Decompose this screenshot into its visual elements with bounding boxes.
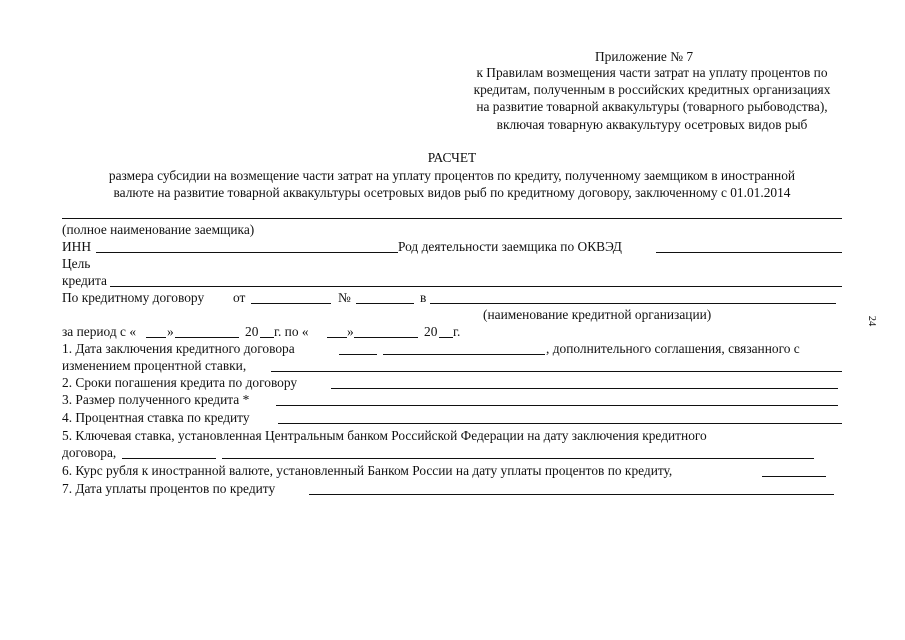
- okved-field[interactable]: [656, 252, 842, 253]
- appendix-number: Приложение № 7: [595, 49, 694, 64]
- inn-field[interactable]: [96, 252, 398, 253]
- document-subtitle: валюте на развитие товарной аквакультуры осетровых видов рыб по кредитному договору, заключенному с 01.01.2014: [113, 185, 791, 200]
- item-1-rate-field[interactable]: [271, 371, 842, 372]
- appendix-line: к Правилам возмещения части затрат на уплату процентов по: [476, 65, 828, 80]
- period-end-label: г. по «: [274, 324, 309, 339]
- credit-label: кредита: [62, 273, 107, 288]
- period-start-year-prefix: 20: [245, 324, 259, 339]
- period-end-year-field[interactable]: [439, 337, 453, 338]
- item-2-field[interactable]: [331, 388, 838, 389]
- appendix-line: на развитие товарной аквакультуры (товарного рыбоводства),: [476, 99, 828, 114]
- item-1-label: 1. Дата заключения кредитного договора: [62, 341, 295, 356]
- item-3-field[interactable]: [276, 405, 838, 406]
- item-5-field-a[interactable]: [122, 458, 216, 459]
- appendix-line: включая товарную аквакультуру осетровых видов рыб: [496, 117, 808, 132]
- inn-label: ИНН: [62, 239, 92, 254]
- period-end-month-field[interactable]: [354, 337, 418, 338]
- bank-name-field[interactable]: [430, 303, 836, 304]
- appendix-line: кредитам, полученным в российских кредитных организациях: [473, 82, 831, 97]
- item-1-date-field-b[interactable]: [383, 354, 545, 355]
- period-start-month-field[interactable]: [175, 337, 239, 338]
- document-title: РАСЧЕТ: [427, 150, 477, 165]
- item-1-label-rate: изменением процентной ставки,: [62, 358, 247, 373]
- agreement-date-field[interactable]: [251, 303, 331, 304]
- period-end-year-prefix: 20: [424, 324, 438, 339]
- period-quote-close: »: [347, 324, 354, 339]
- purpose-label: Цель: [62, 256, 91, 271]
- credit-purpose-field[interactable]: [110, 286, 842, 287]
- item-3-label: 3. Размер полученного кредита *: [62, 392, 250, 407]
- period-quote-close: »: [167, 324, 174, 339]
- bank-name-caption: (наименование кредитной организации): [483, 307, 712, 322]
- agreement-bank-label: в: [420, 290, 427, 305]
- item-4-field[interactable]: [278, 423, 842, 424]
- item-6-label: 6. Курс рубля к иностранной валюте, установленный Банком России на дату уплаты процентов по кредиту,: [62, 463, 673, 478]
- item-5-label: 5. Ключевая ставка, установленная Центральным банком Российской Федерации на дату заключения кредитного: [62, 428, 707, 443]
- period-start-year-field[interactable]: [260, 337, 274, 338]
- period-end-day-field[interactable]: [327, 337, 347, 338]
- period-start-day-field[interactable]: [146, 337, 166, 338]
- item-5-label-cont: договора,: [62, 445, 117, 460]
- borrower-name-line[interactable]: [62, 218, 842, 219]
- item-4-label: 4. Процентная ставка по кредиту: [62, 410, 250, 425]
- item-1-date-field-a[interactable]: [339, 354, 377, 355]
- agreement-number-field[interactable]: [356, 303, 414, 304]
- item-6-field[interactable]: [762, 476, 826, 477]
- period-year-suffix: г.: [453, 324, 461, 339]
- period-start-label: за период с «: [62, 324, 137, 339]
- agreement-from-label: от: [233, 290, 246, 305]
- item-5-field-b[interactable]: [222, 458, 814, 459]
- item-2-label: 2. Сроки погашения кредита по договору: [62, 375, 298, 390]
- item-7-field[interactable]: [309, 494, 834, 495]
- page-number: 24: [866, 315, 877, 327]
- item-7-label: 7. Дата уплаты процентов по кредиту: [62, 481, 276, 496]
- item-1-label-cont: , дополнительного соглашения, связанного с: [546, 341, 800, 356]
- agreement-number-label: №: [338, 290, 351, 305]
- borrower-name-caption: (полное наименование заемщика): [62, 222, 255, 237]
- document-subtitle: размера субсидии на возмещение части затрат на уплату процентов по кредиту, полученному заемщиком в иностранной: [108, 168, 796, 183]
- agreement-label: По кредитному договору: [62, 290, 205, 305]
- okved-label: Род деятельности заемщика по ОКВЭД: [398, 239, 622, 254]
